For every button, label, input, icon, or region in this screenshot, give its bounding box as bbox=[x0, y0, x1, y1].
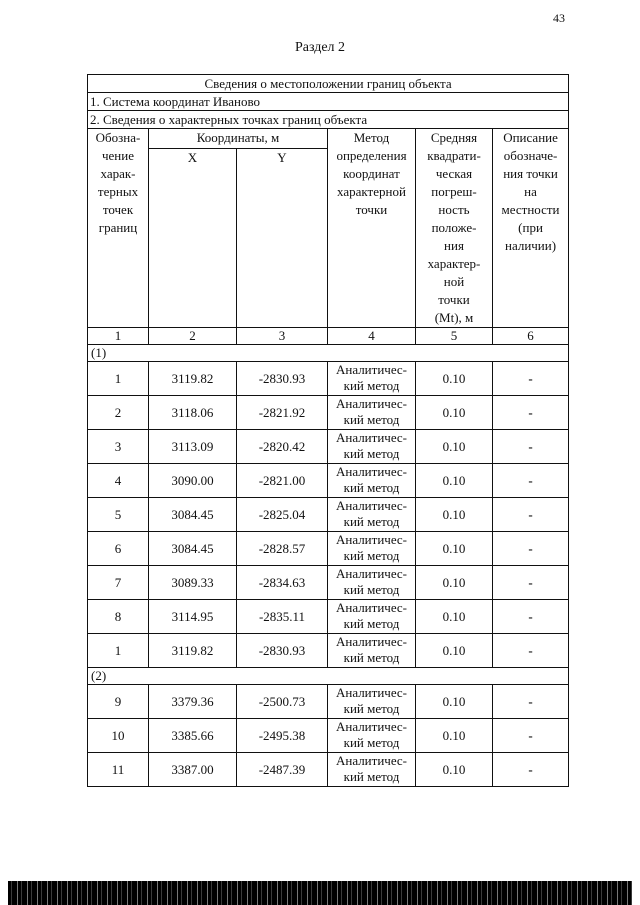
coordinate-system: 1. Система координат Иваново bbox=[88, 93, 569, 111]
coord-y: -2834.63 bbox=[237, 566, 328, 600]
column-index-cell: 1 bbox=[88, 328, 149, 345]
point-number: 11 bbox=[88, 753, 149, 787]
method-line: Аналитичес- bbox=[335, 719, 408, 734]
description: - bbox=[493, 753, 569, 787]
group-row bbox=[88, 668, 569, 685]
group-row bbox=[88, 345, 569, 362]
header-line: ной bbox=[443, 274, 465, 289]
header-coordinates: Координаты, м bbox=[149, 129, 328, 149]
table-row bbox=[88, 634, 569, 668]
coord-x: 3119.82 bbox=[149, 634, 237, 668]
description: - bbox=[493, 634, 569, 668]
header-y: Y bbox=[237, 149, 328, 328]
column-index-cell: 3 bbox=[237, 328, 328, 345]
method-cell bbox=[328, 430, 416, 464]
rms-error: 0.10 bbox=[416, 396, 493, 430]
header-designation bbox=[88, 129, 149, 328]
header-line: харак- bbox=[100, 166, 136, 181]
rms-error: 0.10 bbox=[416, 498, 493, 532]
method-line: кий метод bbox=[343, 701, 400, 716]
points-caption: 2. Сведения о характерных точках границ объекта bbox=[88, 111, 569, 129]
header-line: терных bbox=[97, 184, 139, 199]
method-cell bbox=[328, 634, 416, 668]
method-line: Аналитичес- bbox=[335, 532, 408, 547]
description: - bbox=[493, 362, 569, 396]
coordinates-table-body bbox=[88, 75, 569, 787]
column-index-cell: 6 bbox=[493, 328, 569, 345]
coord-x: 3118.06 bbox=[149, 396, 237, 430]
header-line: характерной bbox=[337, 184, 406, 199]
header-rms-error-lines bbox=[416, 129, 492, 327]
table-title: Сведения о местоположении границ объекта bbox=[88, 75, 569, 93]
table-row bbox=[88, 719, 569, 753]
method-cell bbox=[328, 464, 416, 498]
coord-x: 3113.09 bbox=[149, 430, 237, 464]
point-number: 9 bbox=[88, 685, 149, 719]
point-number: 5 bbox=[88, 498, 149, 532]
header-line: (при bbox=[518, 220, 543, 235]
method-line: кий метод bbox=[343, 582, 400, 597]
header-line: координат bbox=[343, 166, 400, 181]
method-line: кий метод bbox=[343, 650, 400, 665]
header-line: точки bbox=[355, 202, 388, 217]
header-x: X bbox=[149, 149, 237, 328]
method-line: Аналитичес- bbox=[335, 753, 408, 768]
header-line: погреш- bbox=[431, 184, 477, 199]
method-line: кий метод bbox=[343, 735, 400, 750]
method-line: кий метод bbox=[343, 514, 400, 529]
group-label: (1) bbox=[88, 345, 569, 362]
rms-error: 0.10 bbox=[416, 753, 493, 787]
method-cell bbox=[328, 753, 416, 787]
table-row bbox=[88, 362, 569, 396]
method-line: Аналитичес- bbox=[335, 498, 408, 513]
method-cell bbox=[328, 566, 416, 600]
coord-y: -2830.93 bbox=[237, 634, 328, 668]
coord-y: -2825.04 bbox=[237, 498, 328, 532]
header-line: точек bbox=[102, 202, 134, 217]
description: - bbox=[493, 498, 569, 532]
method-line: кий метод bbox=[343, 412, 400, 427]
description: - bbox=[493, 396, 569, 430]
coord-y: -2821.92 bbox=[237, 396, 328, 430]
table-row bbox=[88, 430, 569, 464]
rms-error: 0.10 bbox=[416, 600, 493, 634]
method-cell bbox=[328, 719, 416, 753]
header-line: характер- bbox=[427, 256, 481, 271]
method-line: кий метод bbox=[343, 548, 400, 563]
header-line: обозначе- bbox=[503, 148, 558, 163]
header-method-lines bbox=[328, 129, 415, 219]
coord-x: 3089.33 bbox=[149, 566, 237, 600]
point-number: 1 bbox=[88, 634, 149, 668]
coord-x: 3119.82 bbox=[149, 362, 237, 396]
column-index-cell: 4 bbox=[328, 328, 416, 345]
header-method bbox=[328, 129, 416, 328]
method-line: Аналитичес- bbox=[335, 685, 408, 700]
method-line: кий метод bbox=[343, 378, 400, 393]
table-row bbox=[88, 532, 569, 566]
description: - bbox=[493, 685, 569, 719]
coord-x: 3084.45 bbox=[149, 498, 237, 532]
description: - bbox=[493, 464, 569, 498]
header-line: границ bbox=[98, 220, 138, 235]
rms-error: 0.10 bbox=[416, 464, 493, 498]
coord-x: 3379.36 bbox=[149, 685, 237, 719]
column-index-cell: 2 bbox=[149, 328, 237, 345]
header-description bbox=[493, 129, 569, 328]
coord-x: 3385.66 bbox=[149, 719, 237, 753]
method-line: Аналитичес- bbox=[335, 396, 408, 411]
point-number: 2 bbox=[88, 396, 149, 430]
header-line: ния точки bbox=[503, 166, 558, 181]
header-line: местности bbox=[501, 202, 560, 217]
point-number: 1 bbox=[88, 362, 149, 396]
method-cell bbox=[328, 396, 416, 430]
coord-y: -2821.00 bbox=[237, 464, 328, 498]
rms-error: 0.10 bbox=[416, 532, 493, 566]
coordinates-table bbox=[87, 74, 569, 787]
point-number: 3 bbox=[88, 430, 149, 464]
point-number: 6 bbox=[88, 532, 149, 566]
table-row bbox=[88, 396, 569, 430]
point-number: 7 bbox=[88, 566, 149, 600]
description: - bbox=[493, 566, 569, 600]
method-cell bbox=[328, 600, 416, 634]
table-row bbox=[88, 600, 569, 634]
method-cell bbox=[328, 362, 416, 396]
rms-error: 0.10 bbox=[416, 634, 493, 668]
rms-error: 0.10 bbox=[416, 685, 493, 719]
method-line: Аналитичес- bbox=[335, 600, 408, 615]
point-number: 8 bbox=[88, 600, 149, 634]
header-designation-lines bbox=[88, 129, 148, 237]
method-line: Аналитичес- bbox=[335, 566, 408, 581]
header-line: (Mt), м bbox=[434, 310, 474, 325]
rms-error: 0.10 bbox=[416, 566, 493, 600]
coord-y: -2487.39 bbox=[237, 753, 328, 787]
table-row bbox=[88, 753, 569, 787]
column-index-cell: 5 bbox=[416, 328, 493, 345]
header-line: определения bbox=[336, 148, 407, 163]
rms-error: 0.10 bbox=[416, 719, 493, 753]
group-label: (2) bbox=[88, 668, 569, 685]
header-line: ческая bbox=[435, 166, 473, 181]
point-number: 4 bbox=[88, 464, 149, 498]
method-line: кий метод bbox=[343, 480, 400, 495]
method-line: Аналитичес- bbox=[335, 634, 408, 649]
header-line: Описание bbox=[503, 130, 558, 145]
header-line: наличии) bbox=[504, 238, 557, 253]
header-line: Обозна- bbox=[95, 130, 141, 145]
header-line: на bbox=[524, 184, 537, 199]
description: - bbox=[493, 430, 569, 464]
coord-x: 3387.00 bbox=[149, 753, 237, 787]
rms-error: 0.10 bbox=[416, 430, 493, 464]
point-number: 10 bbox=[88, 719, 149, 753]
coord-y: -2830.93 bbox=[237, 362, 328, 396]
scan-edge-strip bbox=[8, 881, 632, 905]
method-line: Аналитичес- bbox=[335, 362, 408, 377]
header-line: ность bbox=[438, 202, 470, 217]
header-line: Средняя bbox=[430, 130, 478, 145]
table-row bbox=[88, 498, 569, 532]
header-line: ния bbox=[444, 238, 464, 253]
coord-y: -2835.11 bbox=[237, 600, 328, 634]
method-line: кий метод bbox=[343, 769, 400, 784]
header-rms-error bbox=[416, 129, 493, 328]
description: - bbox=[493, 532, 569, 566]
description: - bbox=[493, 600, 569, 634]
header-line: квадрати- bbox=[427, 148, 481, 163]
coord-y: -2500.73 bbox=[237, 685, 328, 719]
page-number: 43 bbox=[553, 11, 565, 25]
coord-y: -2820.42 bbox=[237, 430, 328, 464]
header-description-lines bbox=[493, 129, 568, 255]
table-row bbox=[88, 464, 569, 498]
table-row bbox=[88, 685, 569, 719]
coord-x: 3090.00 bbox=[149, 464, 237, 498]
method-cell bbox=[328, 498, 416, 532]
header-line: точки bbox=[438, 292, 470, 307]
rms-error: 0.10 bbox=[416, 362, 493, 396]
column-index-row bbox=[88, 328, 569, 345]
method-line: кий метод bbox=[343, 616, 400, 631]
method-line: Аналитичес- bbox=[335, 464, 408, 479]
table-row bbox=[88, 566, 569, 600]
coord-y: -2828.57 bbox=[237, 532, 328, 566]
coord-y: -2495.38 bbox=[237, 719, 328, 753]
section-title: Раздел 2 bbox=[294, 40, 346, 55]
header-line: Метод bbox=[353, 130, 390, 145]
method-cell bbox=[328, 685, 416, 719]
description: - bbox=[493, 719, 569, 753]
method-line: Аналитичес- bbox=[335, 430, 408, 445]
coord-x: 3114.95 bbox=[149, 600, 237, 634]
header-line: положе- bbox=[431, 220, 477, 235]
method-line: кий метод bbox=[343, 446, 400, 461]
coord-x: 3084.45 bbox=[149, 532, 237, 566]
header-line: чение bbox=[102, 148, 134, 163]
method-cell bbox=[328, 532, 416, 566]
